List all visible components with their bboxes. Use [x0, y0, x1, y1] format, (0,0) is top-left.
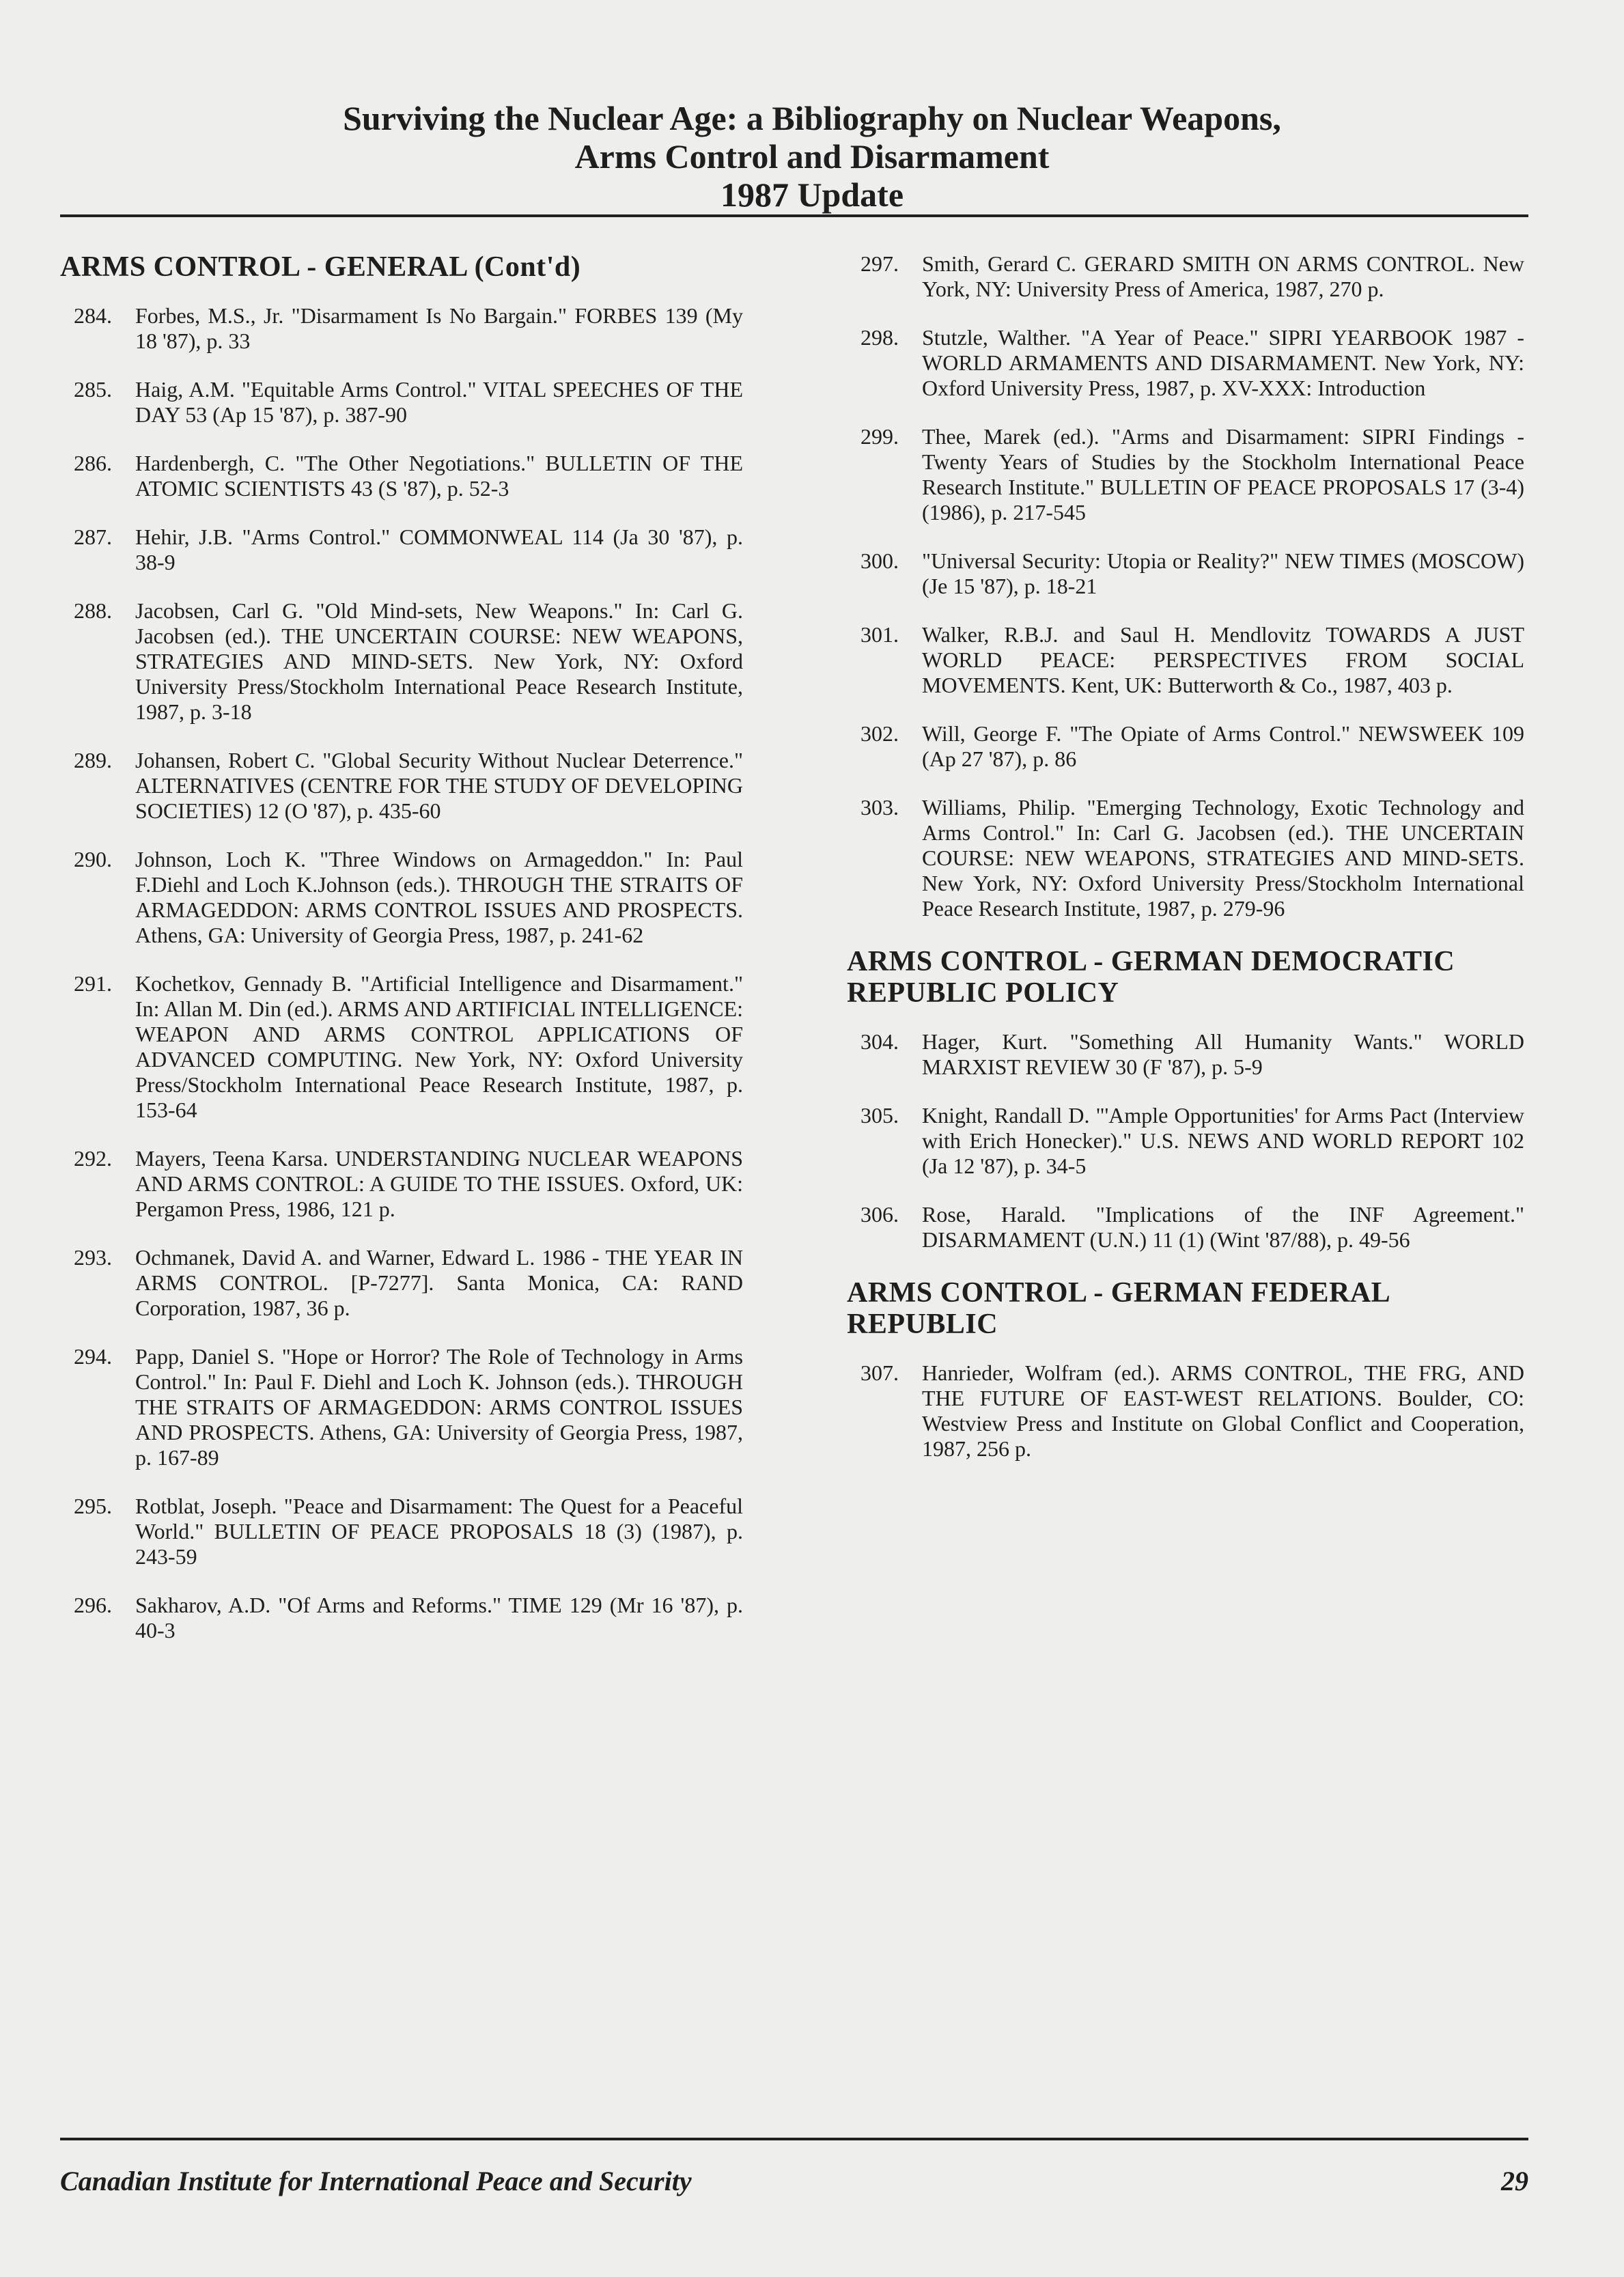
- bibliography-entry: [847, 251, 1524, 302]
- bibliography-entry: [847, 721, 1524, 772]
- entry-number: 303.: [860, 795, 899, 820]
- bibliography-entry: [60, 1146, 743, 1222]
- entry-citation: Thee, Marek (ed.). "Arms and Disarmament: SIPRI Findings - Twenty Years of Studies by the Stockholm International Peace Research Institute." BULLETIN OF PEACE PROPOSALS 17 (3-4) (1986), p. 217-545: [922, 424, 1524, 525]
- entry-citation: Will, George F. "The Opiate of Arms Control." NEWSWEEK 109 (Ap 27 '87), p. 86: [922, 721, 1524, 771]
- left-column: [60, 251, 743, 1666]
- entry-citation: Jacobsen, Carl G. "Old Mind-sets, New Weapons." In: Carl G. Jacobsen (ed.). THE UNCERTAIN COURSE: NEW WEAPONS, STRATEGIES AND MIND-SETS. New York, NY: Oxford University Press/Stockholm International Peace Research Institute, 1987, p. 3-18: [135, 598, 743, 724]
- entry-citation: Johnson, Loch K. "Three Windows on Armageddon." In: Paul F.Diehl and Loch K.Johnson (eds.). THROUGH THE STRAITS OF ARMAGEDDON: ARMS CONTROL ISSUES AND PROSPECTS. Athens, GA: University of Georgia Press, 1987, p. 241-62: [135, 847, 743, 947]
- entry-number: 293.: [74, 1245, 112, 1270]
- entry-number: 292.: [74, 1146, 112, 1171]
- entry-number: 307.: [860, 1360, 899, 1385]
- page-title-line-1: Surviving the Nuclear Age: a Bibliography on Nuclear Weapons,: [343, 99, 1281, 137]
- bibliography-entry: [847, 1360, 1524, 1462]
- page-footer: [60, 2165, 1528, 2197]
- entry-number: 305.: [860, 1103, 899, 1128]
- bibliography-entry: [847, 622, 1524, 698]
- entry-number: 301.: [860, 622, 899, 647]
- entry-number: 287.: [74, 525, 112, 549]
- entry-citation: Hardenbergh, C. "The Other Negotiations." BULLETIN OF THE ATOMIC SCIENTISTS 43 (S '87), p. 52-3: [135, 451, 743, 501]
- bibliography-entry: [60, 847, 743, 948]
- bibliography-entry: [60, 1245, 743, 1321]
- section-heading-frg: ARMS CONTROL - GERMAN FEDERAL REPUBLIC: [847, 1277, 1389, 1340]
- entry-citation: Johansen, Robert C. "Global Security Without Nuclear Deterrence." ALTERNATIVES (CENTRE FOR THE STUDY OF DEVELOPING SOCIETIES) 12 (O '87), p. 435-60: [135, 748, 743, 823]
- entry-citation: "Universal Security: Utopia or Reality?" NEW TIMES (MOSCOW) (Je 15 '87), p. 18-21: [922, 548, 1524, 598]
- entry-citation: Ochmanek, David A. and Warner, Edward L. 1986 - THE YEAR IN ARMS CONTROL. [P-7277]. Santa Monica, CA: RAND Corporation, 1987, 36 p.: [135, 1245, 743, 1320]
- bibliography-entry: [60, 1494, 743, 1569]
- header-rule: [60, 214, 1528, 217]
- bibliography-entry: [847, 1029, 1524, 1080]
- entry-number: 286.: [74, 451, 112, 475]
- entry-number: 299.: [860, 424, 899, 449]
- bibliography-entry: [847, 325, 1524, 401]
- entry-citation: Hehir, J.B. "Arms Control." COMMONWEAL 114 (Ja 30 '87), p. 38-9: [135, 525, 743, 574]
- bibliography-entry: [847, 1202, 1524, 1253]
- entry-number: 289.: [74, 748, 112, 772]
- gdr-entries-list: [847, 1029, 1524, 1253]
- entry-citation: Haig, A.M. "Equitable Arms Control." VITAL SPEECHES OF THE DAY 53 (Ap 15 '87), p. 387-90: [135, 377, 743, 427]
- entry-number: 297.: [860, 251, 899, 276]
- entry-number: 291.: [74, 971, 112, 996]
- bibliography-entry: [847, 1103, 1524, 1179]
- entry-number: 296.: [74, 1593, 112, 1617]
- entry-number: 298.: [860, 325, 899, 350]
- page-title-line-2: Arms Control and Disarmament: [574, 137, 1050, 176]
- entry-citation: Knight, Randall D. "'Ample Opportunities' for Arms Pact (Interview with Erich Honecker)." U.S. NEWS AND WORLD REPORT 102 (Ja 12 '87), p. 34-5: [922, 1103, 1524, 1178]
- right-column: [847, 251, 1524, 1485]
- entry-number: 295.: [74, 1494, 112, 1518]
- entry-citation: Rotblat, Joseph. "Peace and Disarmament: The Quest for a Peaceful World." BULLETIN OF PEACE PROPOSALS 18 (3) (1987), p. 243-59: [135, 1494, 743, 1569]
- entry-citation: Rose, Harald. "Implications of the INF Agreement." DISARMAMENT (U.N.) 11 (1) (Wint '87/88), p. 49-56: [922, 1202, 1524, 1252]
- bibliography-entry: [60, 525, 743, 575]
- entry-citation: Williams, Philip. "Emerging Technology, Exotic Technology and Arms Control." In: Carl G. Jacobsen (ed.). THE UNCERTAIN COURSE: NEW WEAPONS, STRATEGIES AND MIND-SETS. New York, NY: Oxford University Press/Stockholm International Peace Research Institute, 1987, p. 279-96: [922, 795, 1524, 921]
- entry-citation: Hager, Kurt. "Something All Humanity Wants." WORLD MARXIST REVIEW 30 (F '87), p. 5-9: [922, 1029, 1524, 1079]
- bibliography-entry: [60, 1344, 743, 1470]
- entry-citation: Stutzle, Walther. "A Year of Peace." SIPRI YEARBOOK 1987 - WORLD ARMAMENTS AND DISARMAMENT. New York, NY: Oxford University Press, 1987, p. XV-XXX: Introduction: [922, 325, 1524, 400]
- page-header: [0, 99, 1624, 214]
- entry-number: 294.: [74, 1344, 112, 1369]
- bibliography-entry: [847, 548, 1524, 599]
- section-heading-general: ARMS CONTROL - GENERAL (Cont'd): [60, 251, 581, 283]
- entry-citation: Mayers, Teena Karsa. UNDERSTANDING NUCLEAR WEAPONS AND ARMS CONTROL: A GUIDE TO THE ISSUES. Oxford, UK: Pergamon Press, 1986, 121 p.: [135, 1146, 743, 1221]
- bibliography-entry: [847, 795, 1524, 921]
- bibliography-entry: [60, 971, 743, 1123]
- entry-citation: Smith, Gerard C. GERARD SMITH ON ARMS CONTROL. New York, NY: University Press of America, 1987, 270 p.: [922, 251, 1524, 301]
- entry-number: 306.: [860, 1202, 899, 1227]
- bibliography-entry: [60, 377, 743, 428]
- section-heading-gdr: ARMS CONTROL - GERMAN DEMOCRATIC REPUBLIC POLICY: [847, 946, 1455, 1009]
- bibliography-entry: [60, 598, 743, 725]
- entry-number: 284.: [74, 303, 112, 328]
- bibliography-entry: [60, 303, 743, 354]
- entry-number: 300.: [860, 548, 899, 573]
- bibliography-entry: [60, 451, 743, 501]
- entry-number: 285.: [74, 377, 112, 402]
- footer-rule: [60, 2138, 1528, 2140]
- bibliography-entry: [60, 748, 743, 824]
- left-entries-list: [60, 303, 743, 1643]
- frg-entries-list: [847, 1360, 1524, 1462]
- entry-citation: Hanrieder, Wolfram (ed.). ARMS CONTROL, THE FRG, AND THE FUTURE OF EAST-WEST RELATIONS. Boulder, CO: Westview Press and Institute on Global Conflict and Cooperation, 1987, 256 p.: [922, 1360, 1524, 1461]
- entry-number: 304.: [860, 1029, 899, 1054]
- page-number: 29: [1501, 2166, 1528, 2196]
- page-title-line-3: 1987 Update: [720, 176, 904, 214]
- entry-number: 288.: [74, 598, 112, 623]
- entry-citation: Kochetkov, Gennady B. "Artificial Intelligence and Disarmament." In: Allan M. Din (ed.). ARMS AND ARTIFICIAL INTELLIGENCE: WEAPON AND ARMS CONTROL APPLICATIONS OF ADVANCED COMPUTING. New York, NY: Oxford University Press/Stockholm International Peace Research Institute, 1987, p. 153-64: [135, 971, 743, 1122]
- entry-citation: Papp, Daniel S. "Hope or Horror? The Role of Technology in Arms Control." In: Paul F. Diehl and Loch K. Johnson (eds.). THROUGH THE STRAITS OF ARMAGEDDON: ARMS CONTROL ISSUES AND PROSPECTS. Athens, GA: University of Georgia Press, 1987, p. 167-89: [135, 1344, 743, 1470]
- entry-number: 290.: [74, 847, 112, 871]
- right-entries-list: [847, 251, 1524, 921]
- entry-citation: Sakharov, A.D. "Of Arms and Reforms." TIME 129 (Mr 16 '87), p. 40-3: [135, 1593, 743, 1643]
- bibliography-entry: [60, 1593, 743, 1643]
- publisher-name: Canadian Institute for International Peace and Security: [60, 2166, 692, 2196]
- entry-citation: Forbes, M.S., Jr. "Disarmament Is No Bargain." FORBES 139 (My 18 '87), p. 33: [135, 303, 743, 353]
- entry-number: 302.: [860, 721, 899, 746]
- bibliography-entry: [847, 424, 1524, 525]
- entry-citation: Walker, R.B.J. and Saul H. Mendlovitz TOWARDS A JUST WORLD PEACE: PERSPECTIVES FROM SOCIAL MOVEMENTS. Kent, UK: Butterworth & Co., 1987, 403 p.: [922, 622, 1524, 697]
